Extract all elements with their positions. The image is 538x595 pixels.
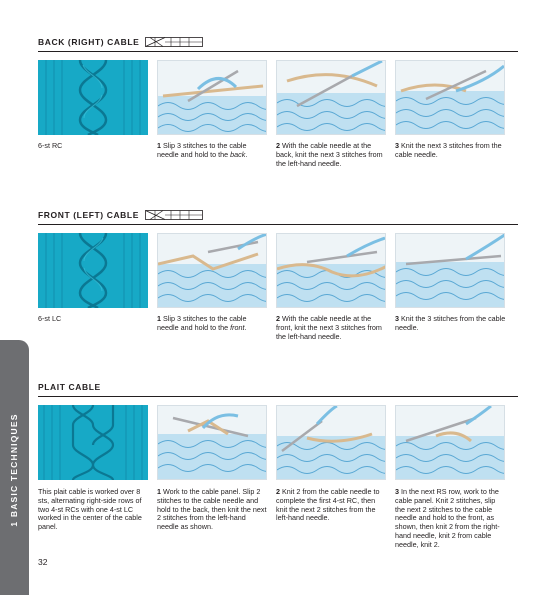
step-caption [395, 142, 507, 160]
step-caption [157, 315, 269, 333]
step-illustration [395, 233, 505, 308]
section-title: BACK (RIGHT) CABLE [38, 37, 140, 47]
section-rule [38, 224, 518, 225]
step-number: 2 [276, 314, 280, 323]
step-caption [276, 315, 388, 341]
step-caption [395, 315, 507, 333]
step-text-end: . [245, 149, 248, 159]
step-illustration [395, 405, 505, 480]
step-text: In the next RS row, work to the cable panel. Knit 2 stitches, slip the next 2 stitches to the cable needle and hold to the front, as shown, then knit 2 from the right-hand needle, knit 2 from cable needle, knit 2. [395, 487, 500, 549]
step-number: 1 [157, 314, 161, 323]
section-rule [38, 396, 518, 397]
step-number: 1 [157, 141, 161, 150]
step-number: 3 [395, 487, 399, 496]
swatch-caption: This plait cable is worked over 8 sts, alternating right-side rows of two 4-st RCs with one 4-st LC worked in the center of the cable panel. [38, 487, 142, 532]
step-number: 2 [276, 487, 280, 496]
cable-chart-icon [145, 210, 203, 220]
step-text: Slip 3 stitches to the cable needle and hold to the [157, 314, 247, 332]
step-caption [157, 142, 269, 160]
step-illustration [157, 60, 267, 135]
page-number: 32 [38, 557, 48, 567]
section-rule [38, 51, 518, 52]
step-illustration [157, 233, 267, 308]
step-text: Knit the 3 stitches from the cable needle. [395, 314, 506, 332]
step-caption [395, 488, 507, 550]
step-caption [276, 488, 388, 523]
section-title: FRONT (LEFT) CABLE [38, 210, 139, 220]
step-text: Work to the cable panel. Slip 2 stitches to the cable needle and hold to the back, then knit the next 2 stitches from the left-hand needle as shown. [157, 487, 267, 532]
step-illustration [276, 405, 386, 480]
step-caption [157, 488, 269, 532]
step-illustration [276, 60, 386, 135]
step-number: 3 [395, 314, 399, 323]
step-number: 2 [276, 141, 280, 150]
knit-swatch-photo [38, 405, 148, 480]
step-illustration [157, 405, 267, 480]
section-heading-back-cable [38, 37, 203, 47]
step-text: With the cable needle at the front, knit the next 3 stitches from the left-hand needle. [276, 314, 382, 341]
step-emphasis: front [230, 322, 245, 332]
step-text: Knit the next 3 stitches from the cable needle. [395, 141, 502, 159]
step-illustration [276, 233, 386, 308]
cable-chart-icon [145, 37, 203, 47]
step-number: 1 [157, 487, 161, 496]
step-text: Knit 2 from the cable needle to complete the first 4-st RC, then knit the next 2 stitches from the left-hand needle. [276, 487, 380, 523]
section-heading-plait-cable [38, 382, 101, 392]
knit-swatch-photo [38, 60, 148, 135]
section-title: PLAIT CABLE [38, 382, 101, 392]
step-number: 3 [395, 141, 399, 150]
swatch-caption: 6-st LC [38, 314, 62, 323]
step-text: Slip 3 stitches to the cable needle and hold to the [157, 141, 247, 159]
swatch-caption: 6-st RC [38, 141, 63, 150]
step-text-end: . [244, 322, 247, 332]
step-illustration [395, 60, 505, 135]
section-heading-front-cable [38, 210, 203, 220]
chapter-side-label: 1 BASIC TECHNIQUES [9, 413, 19, 527]
step-emphasis: back [230, 149, 246, 159]
step-caption [276, 142, 388, 168]
knit-swatch-photo [38, 233, 148, 308]
step-text: With the cable needle at the back, knit the next 3 stitches from the left-hand needle. [276, 141, 383, 168]
